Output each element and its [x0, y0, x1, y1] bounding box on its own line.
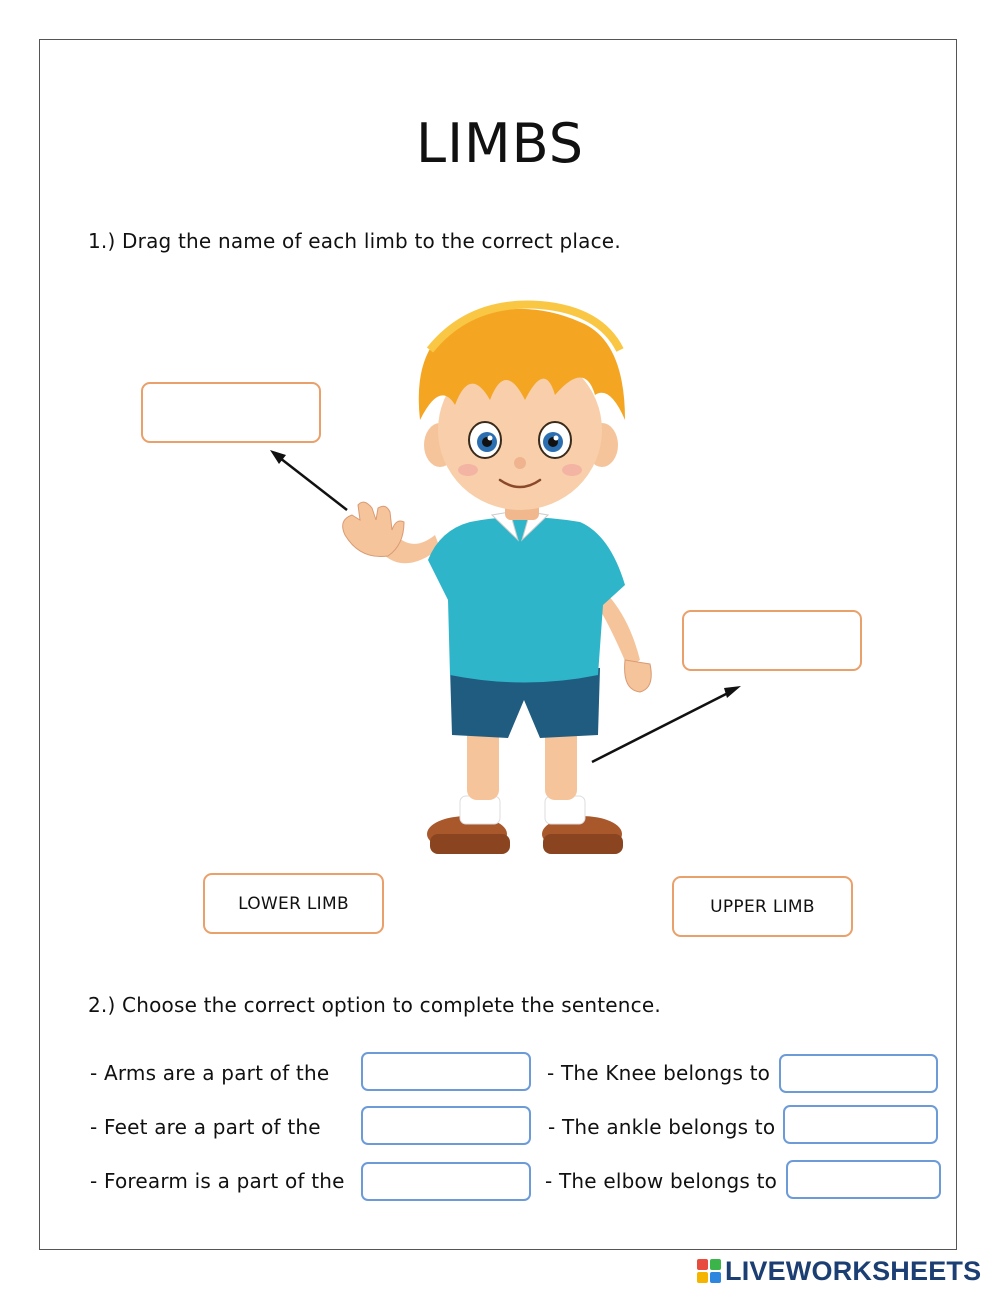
sentence-feet: - Feet are a part of the — [90, 1115, 321, 1139]
chip-label: UPPER LIMB — [710, 896, 815, 917]
answer-select-feet[interactable] — [361, 1106, 531, 1145]
drop-target-hand[interactable] — [141, 382, 321, 443]
sentence-ankle: - The ankle belongs to — [548, 1115, 776, 1139]
sentence-arms: - Arms are a part of the — [90, 1061, 330, 1085]
answer-select-ankle[interactable] — [783, 1105, 938, 1144]
answer-select-elbow[interactable] — [786, 1160, 941, 1199]
drop-target-leg[interactable] — [682, 610, 862, 671]
answer-select-forearm[interactable] — [361, 1162, 531, 1201]
draggable-lower-limb[interactable] — [203, 873, 384, 934]
sentence-forearm: - Forearm is a part of the — [90, 1169, 345, 1193]
answer-select-arms[interactable] — [361, 1052, 531, 1091]
page-title: LIMBS — [416, 112, 584, 175]
sentence-knee: - The Knee belongs to — [547, 1061, 771, 1085]
liveworksheets-logo-icon — [697, 1259, 721, 1283]
draggable-upper-limb[interactable] — [672, 876, 853, 937]
answer-select-knee[interactable] — [779, 1054, 938, 1093]
chip-label: LOWER LIMB — [238, 893, 349, 914]
question-1: 1.) Drag the name of each limb to the correct place. — [88, 229, 621, 253]
brand-name: LIVEWORKSHEETS — [725, 1255, 982, 1286]
question-2: 2.) Choose the correct option to complete the sentence. — [88, 993, 661, 1017]
arrow-icon — [270, 450, 347, 510]
arrow-icon — [592, 686, 741, 762]
brand-footer — [697, 1256, 981, 1286]
sentence-elbow: - The elbow belongs to — [545, 1169, 778, 1193]
